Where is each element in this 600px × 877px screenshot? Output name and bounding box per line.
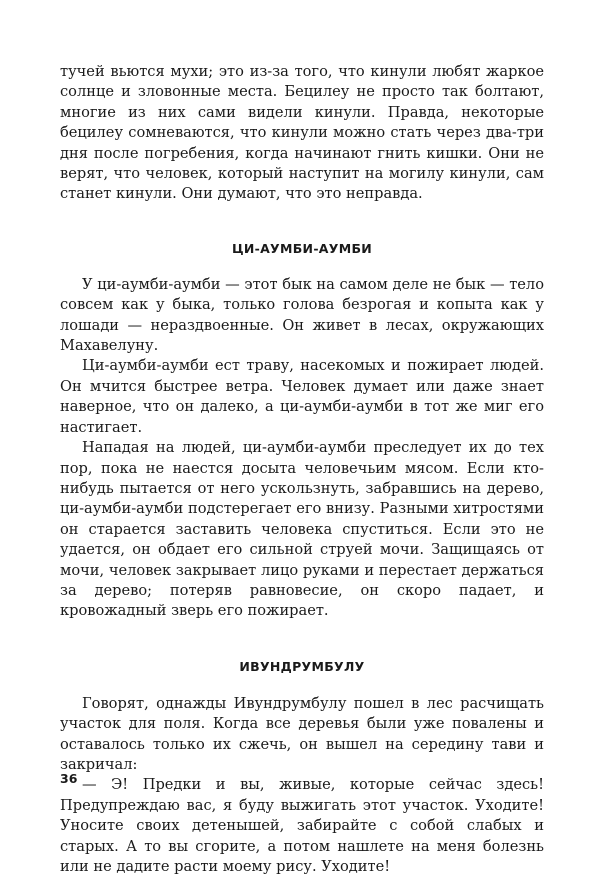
section-heading-ivundrumbulu: ИВУНДРУМБУЛУ (239, 658, 365, 674)
book-page (60, 62, 544, 877)
section1-paragraph-2: Ци-аумби-аумби ест траву, насекомых и пожирает людей. Он мчится быстрее ветра. Человек думает или даже знает наверное, что он далеко, а ци-аумби-аумби в тот же миг его настигает. (60, 357, 544, 436)
page-number: 36 (60, 771, 78, 786)
section1-paragraph-1: У ци-аумби-аумби — этот бык на самом деле не бык — тело совсем как у быка, только голова безрогая и копыта как у лошади — нераздвоенные. Он живет в лесах, окружающих Махавелуну. (60, 275, 544, 355)
section-heading-tsi-aumbi-aumbi: ЦИ-АУМБИ-АУМБИ (231, 240, 373, 256)
section2-paragraph-2: — Э! Предки и вы, живые, которые сейчас здесь! Предупреждаю вас, я буду выжигать этот участок. Уходите! Уносите своих детенышей, забирайте с собой слабых и старых. А то вы сгорите, а потом нашлете на меня болезнь или не дадите расти моему рису. Уходите! (60, 776, 544, 875)
section2-paragraph-1: Говорят, однажды Ивундрумбулу пошел в лес расчищать участок для поля. Когда все деревья были уже повалены и оставалось только их сжечь, он вышел на середину тави и закричал: (60, 694, 544, 773)
section1-paragraph-3: Нападая на людей, ци-аумби-аумби преследует их до тех пор, пока не наестся досыта человечьим мясом. Если кто-нибудь пытается от него ускользнуть, забравшись на дерево, ци-аумби-аумби подстерегает его внизу. Разными хитростями он старается заставить человека спуститься. Если это не удается, он обдает его сильной струей мочи. Защищаясь от мочи, человек закрывает лицо руками и перестает держаться за дерево; потеряв равновесие, он скоро падает, и кровожадный зверь его пожирает. (60, 439, 544, 620)
intro-paragraph: тучей вьются мухи; это из-за того, что кинули любят жаркое солнце и зловонные места. Бецилеу не просто так болтают, многие из них сами видели кинули. Правда, некоторые бецилеу сомневаются, что кинули можно стать через два-три дня после погребения, когда начинают гнить кишки. Они не верят, что человек, который наступит на могилу кинули, сам станет кинули. Они думают, что это неправда. (60, 63, 544, 203)
